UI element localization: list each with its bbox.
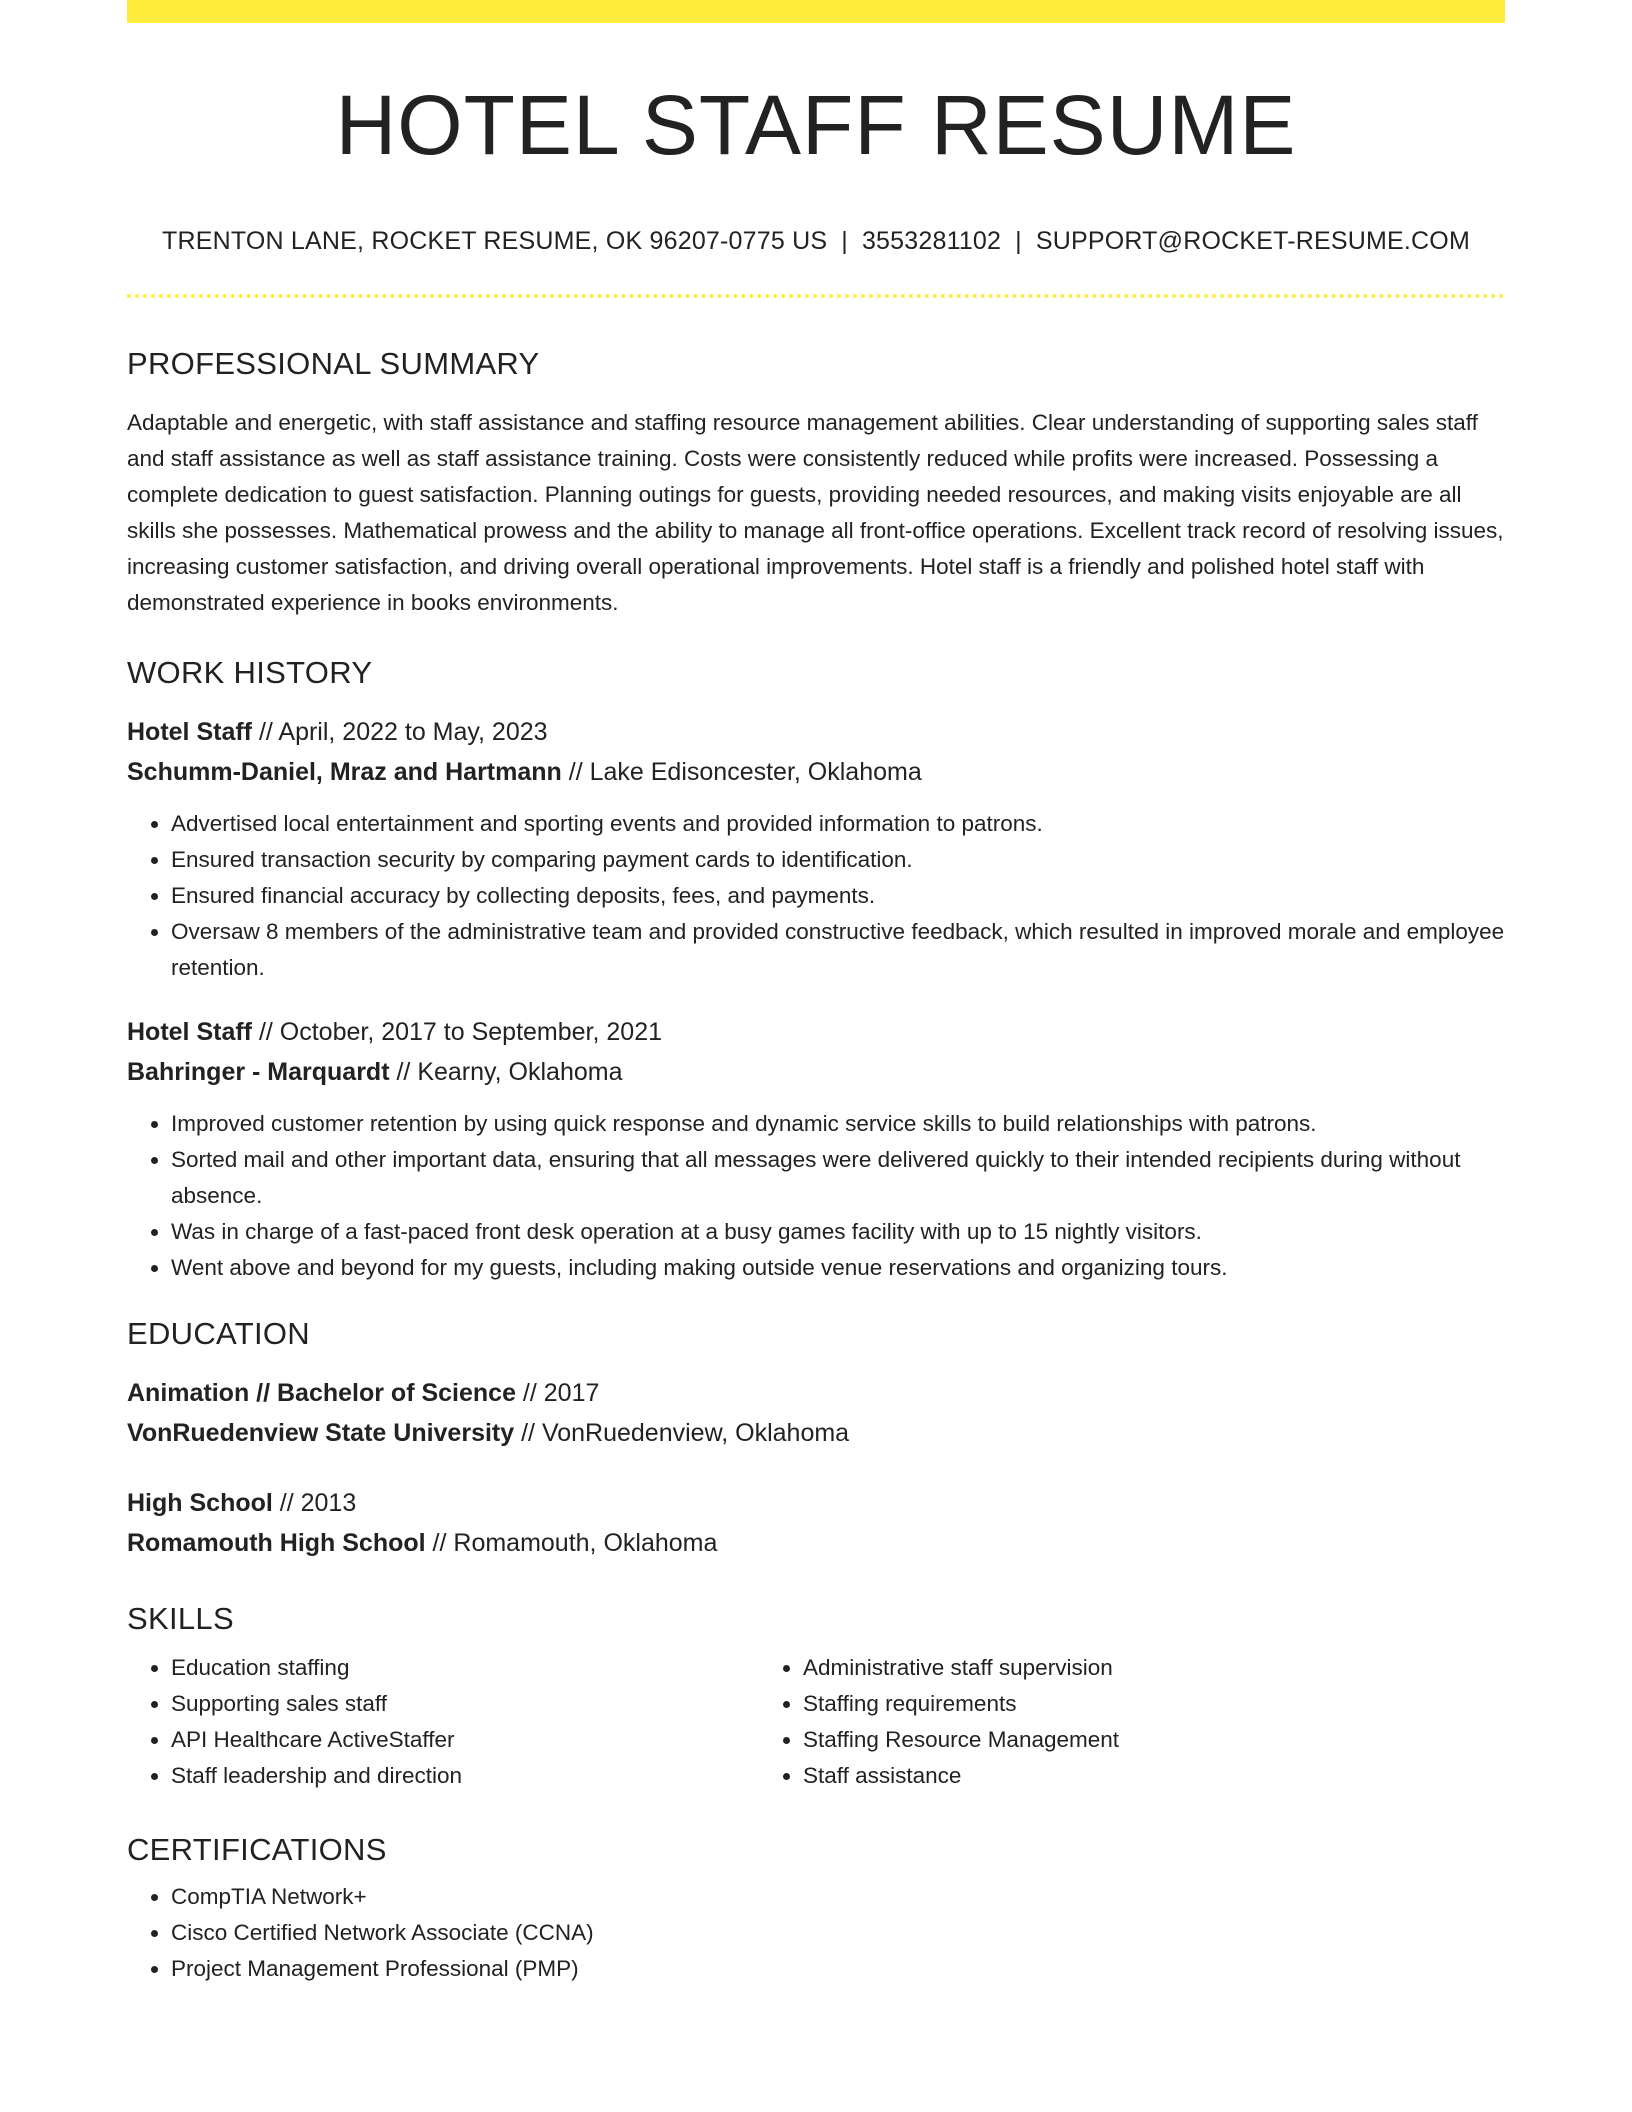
skills-heading: SKILLS xyxy=(127,1601,234,1636)
certification-item: • Cisco Certified Network Associate (CCNA) xyxy=(171,1915,1505,1951)
job-location: // Kearny, Oklahoma xyxy=(389,1058,623,1086)
job-entry xyxy=(127,712,1505,986)
job-bullet: • Oversaw 8 members of the administrative team and provided constructive feedback, which resulted in improved morale and employee retention. xyxy=(171,914,1505,986)
job-bullet: • Advertised local entertainment and sporting events and provided information to patrons. xyxy=(171,806,1505,842)
education-degree-line xyxy=(127,1373,1505,1413)
contact-address: TRENTON LANE, ROCKET RESUME, OK 96207-0775 US xyxy=(162,227,828,255)
certifications-list xyxy=(127,1879,1505,1987)
education-school: VonRuedenview State University xyxy=(127,1419,515,1447)
job-location: // Lake Edisoncester, Oklahoma xyxy=(561,758,922,786)
skill-item: • API Healthcare ActiveStaffer xyxy=(171,1722,759,1758)
job-bullet: • Was in charge of a fast-paced front desk operation at a busy games facility with up to 15 nightly visitors. xyxy=(171,1214,1505,1250)
job-bullets xyxy=(127,806,1505,986)
contact-email: SUPPORT@ROCKET-RESUME.COM xyxy=(1035,227,1470,255)
skills-column xyxy=(127,1650,759,1794)
education-entry xyxy=(127,1483,1505,1563)
job-title: Hotel Staff xyxy=(127,718,252,746)
contact-separator: | xyxy=(841,227,848,255)
skills-grid xyxy=(127,1650,1505,1794)
education-degree: Animation // Bachelor of Science xyxy=(127,1379,516,1407)
certifications-heading: CERTIFICATIONS xyxy=(127,1832,387,1867)
skill-item: • Staffing requirements xyxy=(803,1686,1459,1722)
job-bullets xyxy=(127,1106,1505,1286)
education-entry xyxy=(127,1373,1505,1453)
job-title-line xyxy=(127,712,1505,752)
job-bullet: • Ensured transaction security by comparing payment cards to identification. xyxy=(171,842,1505,878)
job-entry xyxy=(127,1012,1505,1286)
job-bullet: • Went above and beyond for my guests, including making outside venue reservations and organizing tours. xyxy=(171,1250,1505,1286)
contact-phone: 3553281102 xyxy=(861,227,1002,255)
education-location: // VonRuedenview, Oklahoma xyxy=(514,1419,850,1447)
skill-item: • Supporting sales staff xyxy=(171,1686,759,1722)
skill-item: • Education staffing xyxy=(171,1650,759,1686)
work-history-heading: WORK HISTORY xyxy=(127,655,373,690)
accent-dotted-divider xyxy=(127,294,1505,298)
job-bullet: • Improved customer retention by using quick response and dynamic service skills to build relationships with patrons. xyxy=(171,1106,1505,1142)
education-school-line xyxy=(127,1523,1505,1563)
summary-heading: PROFESSIONAL SUMMARY xyxy=(127,346,540,381)
education-year: // 2013 xyxy=(272,1489,357,1517)
job-company: Bahringer - Marquardt xyxy=(127,1058,390,1086)
skill-item: • Staffing Resource Management xyxy=(803,1722,1459,1758)
job-dates: // October, 2017 to September, 2021 xyxy=(252,1018,662,1046)
skills-column xyxy=(759,1650,1459,1794)
education-degree-line xyxy=(127,1483,1505,1523)
accent-top-bar xyxy=(127,0,1505,23)
job-dates: // April, 2022 to May, 2023 xyxy=(252,718,548,746)
job-title: Hotel Staff xyxy=(127,1018,252,1046)
education-location: // Romamouth, Oklahoma xyxy=(425,1529,718,1557)
job-company-line xyxy=(127,1052,1505,1092)
job-company: Schumm-Daniel, Mraz and Hartmann xyxy=(127,758,562,786)
education-heading: EDUCATION xyxy=(127,1316,310,1351)
education-school-line xyxy=(127,1413,1505,1453)
page-title: HOTEL STAFF RESUME xyxy=(335,78,1297,172)
skill-item: • Staff leadership and direction xyxy=(171,1758,759,1794)
skill-item: • Staff assistance xyxy=(803,1758,1459,1794)
summary-text: Adaptable and energetic, with staff assistance and staffing resource management abilities. Clear understanding of supporting sales staff and staff assistance as well as staff assistance training. Costs were consistently reduced while profits were increased. Possessing a complete dedication to guest satisfaction. Planning outings for guests, providing needed resources, and making visits enjoyable are all skills she possesses. Mathematical prowess and the ability to manage all front-office operations. Excellent track record of resolving issues, increasing customer satisfaction, and driving overall operational improvements. Hotel staff is a friendly and polished hotel staff with demonstrated experience in books environments. xyxy=(127,410,1504,615)
contact-separator: | xyxy=(1015,227,1022,255)
skill-item: • Administrative staff supervision xyxy=(803,1650,1459,1686)
certification-item: • Project Management Professional (PMP) xyxy=(171,1951,1505,1987)
resume-page xyxy=(127,0,1505,1987)
job-title-line xyxy=(127,1012,1505,1052)
job-bullet: • Ensured financial accuracy by collecting deposits, fees, and payments. xyxy=(171,878,1505,914)
education-school: Romamouth High School xyxy=(127,1529,426,1557)
job-company-line xyxy=(127,752,1505,792)
education-year: // 2017 xyxy=(515,1379,600,1407)
contact-line xyxy=(127,229,1505,254)
job-bullet: • Sorted mail and other important data, ensuring that all messages were delivered quickly to their intended recipients during without absence. xyxy=(171,1142,1505,1214)
certification-item: • CompTIA Network+ xyxy=(171,1879,1505,1915)
education-degree: High School xyxy=(127,1489,273,1517)
